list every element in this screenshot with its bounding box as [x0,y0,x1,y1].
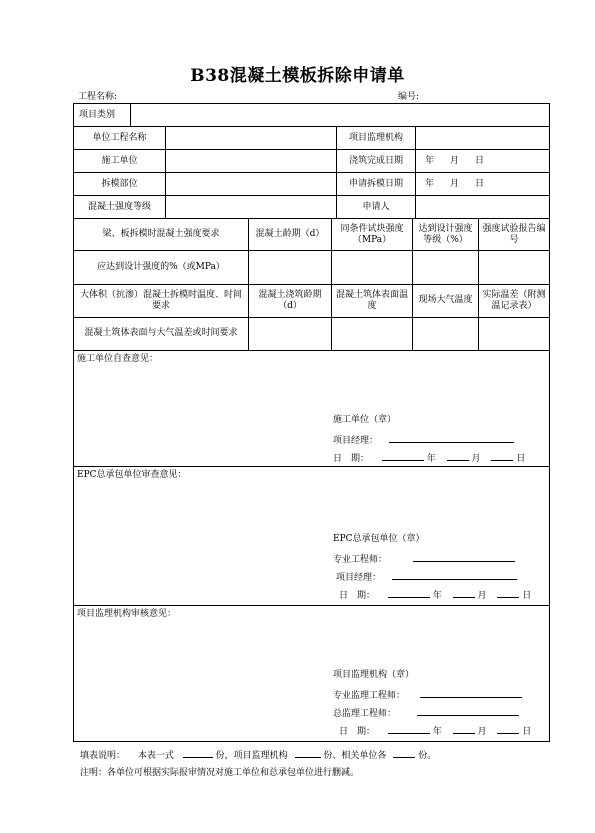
epc-month-line[interactable] [453,588,475,598]
supervisor-date-label: 日 期： [339,727,376,738]
temp-diff-field[interactable] [479,317,550,350]
serial-number-label: 编号: [398,92,420,102]
month-label: 月 [477,591,487,602]
epc-date-label: 日 期： [339,591,376,602]
applicant-label: 申请人 [337,196,416,219]
age-field[interactable] [249,251,332,284]
design-ratio-label: 应达到设计强度的%（或MPa） [74,251,249,284]
supervisor-engineer-label: 专业监理工程师： [333,691,406,702]
epc-engineer-label: 专业工程师： [333,555,388,566]
construction-day-line[interactable] [491,451,513,461]
epc-day-line[interactable] [497,588,519,598]
supervisor-copies-line[interactable] [295,748,321,758]
formwork-location-field[interactable] [166,173,337,196]
supervisor-year-line[interactable] [388,724,430,734]
col-pour-age: 混凝土浇筑龄期（d） [249,284,332,317]
footer-note: 注明：各单位可根据实际报审情况对施工单位和总承包单位进行删减。 [80,768,360,778]
pour-completion-date-field[interactable]: 年 月 日 [416,150,550,173]
day-label: 日 [516,453,526,464]
formwork-location-label: 拆模部位 [74,173,166,196]
temp-diff-requirement-label: 混凝土筑体表面与大气温差或时间要求 [74,317,249,350]
construction-month-line[interactable] [447,451,469,461]
chief-supervisor-signature-line[interactable] [417,706,519,716]
application-form-table [73,103,550,742]
day-label: 日 [522,591,532,602]
supervisor-month-line[interactable] [453,724,475,734]
epc-engineer-signature-line[interactable] [413,552,515,562]
supervisor-review-title: 项目监理机构审核意见： [77,609,177,620]
air-temp-field[interactable] [413,317,479,350]
strength-grade-label: 混凝土强度等级 [74,196,166,219]
year-label: 年 [426,453,436,464]
copies-text-c: 份、相关单位各 [323,751,387,761]
supervisor-engineer-signature-line[interactable] [420,688,522,698]
pour-age-field[interactable] [249,317,332,350]
project-type-label: 项目类别 [74,104,131,127]
supervisor-review-section[interactable] [74,606,550,742]
fill-instructions [80,748,436,761]
supervisor-day-line[interactable] [497,724,519,734]
construction-review-section[interactable] [74,350,550,466]
construction-year-line[interactable] [382,451,424,461]
construction-date-label: 日 期： [333,453,370,464]
strength-grade-field[interactable] [166,196,337,219]
construction-unit-field[interactable] [166,150,337,173]
mass-concrete-requirement-label: 大体积（抗渗）混凝土拆模时温度、时间要求 [74,284,249,317]
epc-seal-label: EPC总承包单位（章） [333,534,425,545]
strength-requirement-label: 梁、板拆模时混凝土强度要求 [74,219,249,251]
related-copies-line[interactable] [393,748,415,758]
construction-seal-label: 施工单位（章） [333,414,397,425]
col-design-ratio: 达到设计强度等级（%） [413,219,479,251]
chief-supervisor-label: 总监理工程师： [333,709,397,720]
col-surface-temp: 混凝土筑体表面温度 [332,284,413,317]
cured-strength-field[interactable] [332,251,413,284]
supervisor-org-label: 项目监理机构 [337,127,416,150]
construction-manager-signature-line[interactable] [389,433,514,443]
fill-instructions-label: 填表说明： [80,751,126,761]
report-no-field[interactable] [479,251,550,284]
epc-review-section[interactable] [74,467,550,606]
project-type-field[interactable] [131,104,550,127]
applicant-field[interactable] [416,196,550,219]
design-ratio-field[interactable] [413,251,479,284]
col-temp-diff: 实际温差（附测温记录表） [479,284,550,317]
month-label: 月 [477,727,487,738]
month-label: 月 [471,453,481,464]
apply-date-label: 申请拆模日期 [337,173,416,196]
col-cured-strength: 同条件试块强度（MPa） [332,219,413,251]
construction-review-title: 施工单位自查意见： [77,353,159,364]
col-concrete-age: 混凝土龄期（d） [249,219,332,251]
pour-completion-date-label: 浇筑完成日期 [337,150,416,173]
epc-review-title: EPC总承包单位审查意见： [77,470,187,481]
construction-manager-label: 项目经理： [333,435,379,446]
copies-text-a: 本表一式 [137,751,174,761]
epc-manager-signature-line[interactable] [392,570,517,580]
supervisor-seal-label: 项目监理机构（章） [333,670,415,681]
copies-text-d: 份。 [418,751,437,761]
col-test-report-no: 强度试验报告编号 [479,219,550,251]
epc-manager-label: 项目经理： [336,573,382,584]
col-air-temp: 现场大气温度 [413,284,479,317]
year-label: 年 [432,727,442,738]
apply-date-field[interactable]: 年 月 日 [416,173,550,196]
construction-unit-label: 施工单位 [74,150,166,173]
project-name-label: 工程名称: [78,92,118,102]
unit-project-label: 单位工程名称 [74,127,166,150]
form-title: B38混凝土模板拆除申请单 [190,66,405,86]
unit-project-field[interactable] [166,127,337,150]
year-label: 年 [432,591,442,602]
supervisor-org-field[interactable] [416,127,550,150]
copies-text-b: 份，项目监理机构 [215,751,288,761]
total-copies-line[interactable] [183,748,213,758]
epc-year-line[interactable] [388,588,430,598]
surface-temp-field[interactable] [332,317,413,350]
day-label: 日 [522,727,532,738]
